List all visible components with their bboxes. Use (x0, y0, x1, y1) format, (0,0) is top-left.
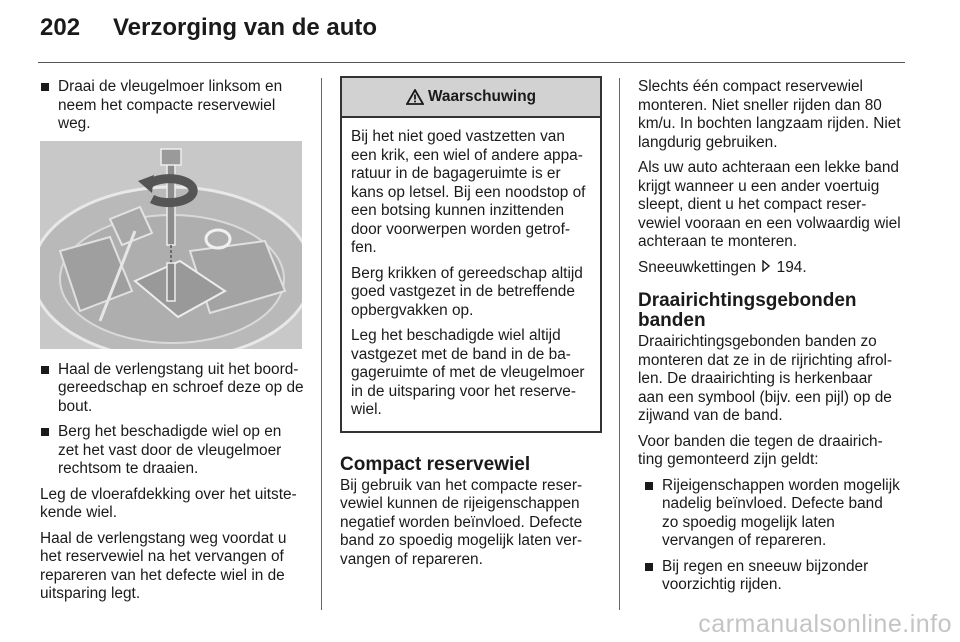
watermark: carmanualsonline.info (698, 610, 952, 638)
list-item-text: Bij regen en sneeuw bijzonder voorzichtig rijden. (662, 557, 869, 593)
cross-reference[interactable] (638, 259, 902, 278)
warning-body (342, 118, 600, 431)
right-column (638, 78, 902, 602)
list-item (644, 558, 902, 595)
list-item-text: Berg het beschadigde wiel op en zet het vast door de vleugelmoer rechtsom te draaien. (58, 423, 282, 477)
paragraph: Als uw auto achteraan een lekke band krijgt wanneer u een ander voertuig sleept, dient u het compact reservewiel vooraan en een volwaardig wiel achteraan te monteren. (638, 159, 901, 250)
warning-header (342, 78, 600, 118)
paragraph: Bij gebruik van het compacte reservewiel kunnen de rijeigenschappen negatief worden beïnvloed. Defecte band zo spoedig mogelijk laten vervangen of repareren. (340, 476, 583, 568)
bullet-square-icon (41, 428, 49, 436)
paragraph: Leg de vloerafdekking over het uitstekende wiel. (40, 485, 297, 521)
page-reference-icon (760, 260, 772, 272)
bullet-square-icon (41, 366, 49, 374)
bullet-square-icon (41, 83, 49, 91)
paragraph: Voor banden die tegen de draairichting gemonteerd zijn geldt: (638, 432, 883, 468)
cross-reference-label: Sneeuwkettingen (638, 258, 757, 276)
header-rule (38, 62, 905, 63)
paragraph: Haal de verlengstang weg voordat u het reservewiel na het vervangen of repareren van het defecte wiel in de uitsparing legt. (40, 529, 287, 602)
bullet-square-icon (645, 563, 653, 571)
section-heading: Compact reservewiel (340, 453, 531, 475)
paragraph: Berg krikken of gereedschap altijd goed vastgezet in de betreffende opbergvakken op. (351, 264, 583, 319)
list-item (40, 78, 304, 134)
list-item (40, 361, 304, 417)
paragraph: Leg het beschadigde wiel altijd vastgezet met de band in de bagageruimte of met de vleugelmoer in de uitsparing voor het reservewiel. (351, 327, 585, 418)
warning-title: Waarschuwing (427, 87, 537, 105)
spare-wheel-drawing (40, 141, 302, 349)
list-item (40, 423, 304, 479)
page-header (0, 0, 960, 62)
spare-wheel-illustration (40, 141, 302, 349)
paragraph: Slechts één compact reservewiel monteren. Niet sneller rijden dan 80 km/u. In bochten langzaam rijden. Niet langdurig gebruiken. (638, 78, 901, 151)
column-divider (321, 78, 322, 610)
paragraph: Bij het niet goed vastzetten van een krik, een wiel of andere apparatuur in de bagageruimte is er kans op letsel. Bij een noodstop of een botsing kunnen inzittenden door voorwerpen worden getroffen. (351, 128, 586, 256)
paragraph: Draairichtingsgebonden banden zo monteren dat ze in de rijrichting afrollen. De draairichting is herkenbaar aan een symbool (bijv. een pijl) op de zijwand van de band. (638, 333, 893, 424)
warning-box (340, 76, 602, 433)
middle-column (340, 76, 602, 576)
cross-reference-page: 194. (776, 258, 807, 276)
list-item (644, 477, 902, 551)
column-divider (619, 78, 620, 610)
left-column (40, 78, 304, 611)
warning-triangle-icon (406, 89, 424, 105)
page-title: Verzorging van de auto (113, 14, 378, 41)
list-item-text: Rijeigenschappen worden mogelijk nadelig beïnvloed. Defecte band zo spoedig mogelijk laten vervangen of repareren. (662, 476, 900, 549)
page-number: 202 (40, 14, 81, 41)
list-item-text: Draai de vleugelmoer linksom en neem het compacte reservewiel weg. (58, 78, 283, 132)
list-item-text: Haal de verlengstang uit het boordgereedschap en schroef deze op de bout. (58, 360, 304, 415)
bullet-square-icon (645, 482, 653, 490)
section-heading: Draairichtingsgebonden banden (638, 290, 857, 331)
